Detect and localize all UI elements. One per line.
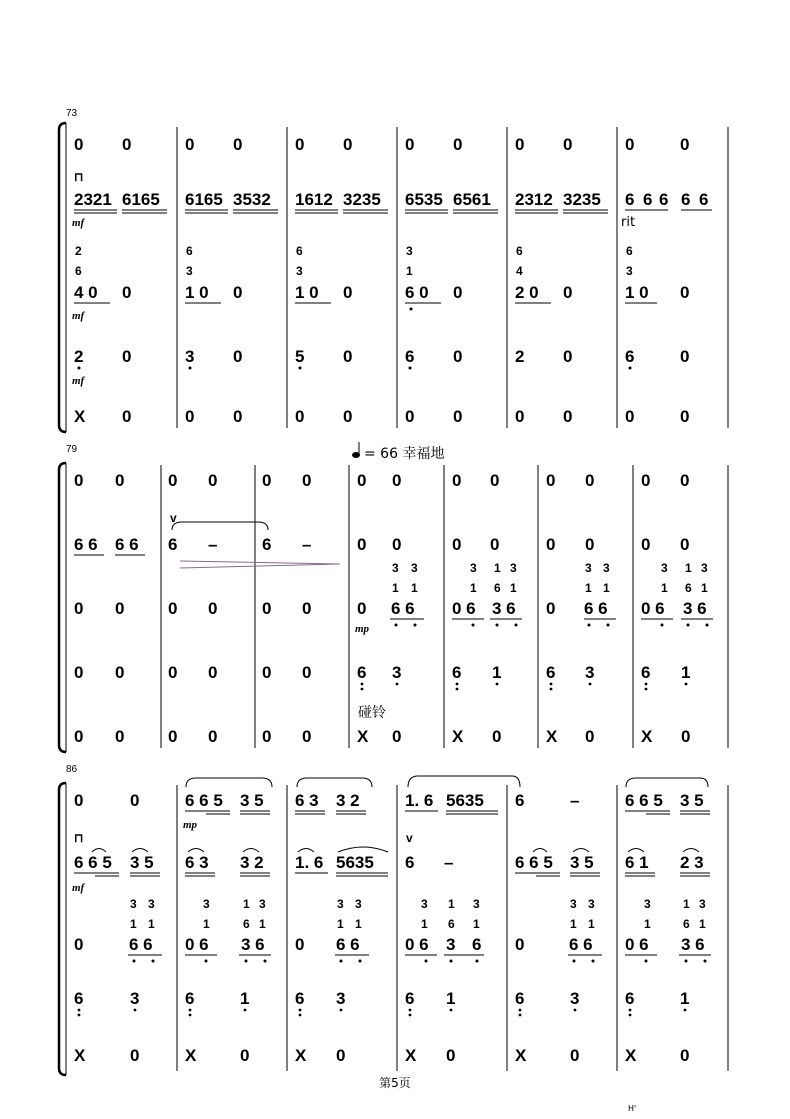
svg-text:3532: 3532 xyxy=(233,190,271,209)
svg-text:0: 0 xyxy=(262,663,272,682)
svg-text:3: 3 xyxy=(644,897,651,911)
svg-text:0: 0 xyxy=(302,471,312,490)
svg-text:1: 1 xyxy=(392,581,399,595)
svg-text:0: 0 xyxy=(74,727,84,746)
row-3 xyxy=(74,897,711,963)
svg-text:0: 0 xyxy=(680,283,690,302)
svg-text:1: 1 xyxy=(406,264,413,278)
row-3 xyxy=(72,244,689,322)
svg-text:0: 0 xyxy=(357,599,367,618)
svg-text:0: 0 xyxy=(405,135,415,154)
svg-text:1 0: 1 0 xyxy=(625,283,649,302)
system-brace xyxy=(59,783,66,1075)
svg-text:0: 0 xyxy=(208,599,218,618)
svg-text:0: 0 xyxy=(262,599,272,618)
svg-text:6: 6 xyxy=(295,989,305,1008)
svg-text:0: 0 xyxy=(240,1046,250,1065)
svg-text:0: 0 xyxy=(570,1046,580,1065)
row-4 xyxy=(72,347,689,387)
svg-text:1: 1 xyxy=(685,561,692,575)
svg-text:0: 0 xyxy=(680,535,690,554)
svg-text:1: 1 xyxy=(494,561,501,575)
page-number: 第5页 xyxy=(379,1076,411,1090)
svg-text:0: 0 xyxy=(130,791,140,810)
svg-text:6 6: 6 6 xyxy=(115,535,139,554)
svg-text:1. 6: 1. 6 xyxy=(295,853,324,872)
row-3 xyxy=(74,561,713,635)
svg-text:6: 6 xyxy=(74,989,84,1008)
row-5 xyxy=(74,407,689,426)
svg-text:0: 0 xyxy=(563,135,573,154)
svg-text:0: 0 xyxy=(74,663,84,682)
svg-text:6561: 6561 xyxy=(453,190,491,209)
svg-text:1: 1 xyxy=(585,581,592,595)
svg-text:0: 0 xyxy=(295,135,305,154)
svg-text:6 6: 6 6 xyxy=(336,935,360,954)
svg-text:6535: 6535 xyxy=(405,190,443,209)
svg-text:0: 0 xyxy=(343,407,353,426)
svg-text:2 0: 2 0 xyxy=(515,283,539,302)
svg-text:0 6: 0 6 xyxy=(641,599,665,618)
svg-text:0: 0 xyxy=(302,599,312,618)
svg-text:3: 3 xyxy=(130,989,140,1008)
svg-text:2312: 2312 xyxy=(515,190,553,209)
svg-text:2 3: 2 3 xyxy=(680,853,704,872)
svg-text:3 6: 3 6 xyxy=(681,935,705,954)
svg-text:1: 1 xyxy=(148,917,155,931)
svg-text:1: 1 xyxy=(355,917,362,931)
svg-text:3 5: 3 5 xyxy=(680,791,704,810)
svg-text:0: 0 xyxy=(641,471,651,490)
svg-text:6 0: 6 0 xyxy=(405,283,429,302)
system-brace xyxy=(59,123,66,432)
svg-text:0: 0 xyxy=(74,599,84,618)
svg-text:0: 0 xyxy=(453,407,463,426)
svg-text:6165: 6165 xyxy=(122,190,160,209)
rit-mark: rit xyxy=(621,215,636,230)
svg-text:0: 0 xyxy=(681,727,691,746)
svg-text:0: 0 xyxy=(74,135,84,154)
diminuendo-hairpin xyxy=(180,561,340,568)
svg-text:3: 3 xyxy=(148,897,155,911)
svg-text:6: 6 xyxy=(296,244,303,258)
svg-text:6: 6 xyxy=(243,917,250,931)
barlines xyxy=(177,127,728,428)
svg-text:1: 1 xyxy=(411,581,418,595)
svg-text:0: 0 xyxy=(343,283,353,302)
svg-text:⊓: ⊓ xyxy=(74,831,84,845)
row-1 xyxy=(74,135,689,154)
svg-text:0: 0 xyxy=(446,1046,456,1065)
svg-text:6: 6 xyxy=(699,190,709,209)
svg-text:0: 0 xyxy=(641,535,651,554)
svg-text:0: 0 xyxy=(168,599,178,618)
svg-text:0: 0 xyxy=(563,407,573,426)
svg-text:0: 0 xyxy=(563,283,573,302)
svg-text:1: 1 xyxy=(130,917,137,931)
svg-text:1: 1 xyxy=(603,581,610,595)
svg-text:0: 0 xyxy=(115,663,125,682)
svg-text:6 6: 6 6 xyxy=(129,935,153,954)
svg-text:1 0: 1 0 xyxy=(185,283,209,302)
system-2 xyxy=(59,442,728,752)
svg-text:0: 0 xyxy=(168,727,178,746)
svg-text:0: 0 xyxy=(115,471,125,490)
svg-text:6: 6 xyxy=(75,264,82,278)
corner-mark: H' xyxy=(628,1104,637,1113)
svg-text:0: 0 xyxy=(357,535,367,554)
svg-text:X: X xyxy=(295,1046,307,1065)
svg-text:–: – xyxy=(302,535,312,554)
svg-text:0: 0 xyxy=(208,663,218,682)
svg-text:0: 0 xyxy=(343,347,353,366)
svg-text:6: 6 xyxy=(186,244,193,258)
svg-text:1: 1 xyxy=(470,581,477,595)
svg-text:6: 6 xyxy=(168,535,178,554)
system-3 xyxy=(59,764,728,1075)
svg-text:2: 2 xyxy=(74,347,84,366)
svg-text:1: 1 xyxy=(259,917,266,931)
svg-text:3: 3 xyxy=(336,989,346,1008)
svg-text:1: 1 xyxy=(446,989,456,1008)
svg-text:0: 0 xyxy=(295,935,305,954)
row-4 xyxy=(74,989,689,1016)
svg-text:1: 1 xyxy=(699,917,706,931)
svg-text:3 6: 3 6 xyxy=(683,599,707,618)
tempo-mark xyxy=(352,442,444,462)
svg-text:3: 3 xyxy=(392,663,402,682)
svg-text:6: 6 xyxy=(641,663,651,682)
svg-text:X: X xyxy=(625,1046,637,1065)
row-2 xyxy=(72,170,712,230)
svg-text:0: 0 xyxy=(168,663,178,682)
svg-text:6 6 5: 6 6 5 xyxy=(625,791,663,810)
svg-text:X: X xyxy=(74,1046,86,1065)
svg-text:6: 6 xyxy=(452,663,462,682)
svg-text:6: 6 xyxy=(683,917,690,931)
svg-text:0: 0 xyxy=(233,283,243,302)
svg-text:0: 0 xyxy=(515,407,525,426)
svg-text:–: – xyxy=(570,791,580,810)
svg-text:0: 0 xyxy=(302,727,312,746)
svg-text:1: 1 xyxy=(701,581,708,595)
svg-text:0: 0 xyxy=(490,535,500,554)
svg-text:2: 2 xyxy=(515,347,525,366)
svg-text:6: 6 xyxy=(625,347,635,366)
svg-text:X: X xyxy=(185,1046,197,1065)
svg-text:5635: 5635 xyxy=(336,853,374,872)
svg-text:1: 1 xyxy=(492,663,502,682)
svg-text:1: 1 xyxy=(203,917,210,931)
svg-text:6 3: 6 3 xyxy=(295,791,319,810)
svg-text:0 6: 0 6 xyxy=(625,935,649,954)
svg-text:0: 0 xyxy=(680,471,690,490)
svg-text:X: X xyxy=(74,407,86,426)
svg-text:0: 0 xyxy=(185,407,195,426)
svg-text:3: 3 xyxy=(699,897,706,911)
svg-text:0: 0 xyxy=(233,407,243,426)
svg-text:6: 6 xyxy=(626,244,633,258)
svg-text:3: 3 xyxy=(661,561,668,575)
svg-text:1: 1 xyxy=(661,581,668,595)
svg-text:X: X xyxy=(357,727,369,746)
svg-text:0: 0 xyxy=(208,471,218,490)
svg-text:0: 0 xyxy=(625,135,635,154)
svg-text:6: 6 xyxy=(681,190,691,209)
svg-text:3: 3 xyxy=(470,561,477,575)
svg-text:3 5: 3 5 xyxy=(570,853,594,872)
svg-text:X: X xyxy=(452,727,464,746)
svg-text:0: 0 xyxy=(262,727,272,746)
svg-text:6: 6 xyxy=(515,791,525,810)
svg-text:0: 0 xyxy=(392,471,402,490)
row-1 xyxy=(74,776,710,831)
svg-text:0: 0 xyxy=(546,599,556,618)
svg-text:0: 0 xyxy=(122,347,132,366)
svg-text:1: 1 xyxy=(240,989,250,1008)
svg-text:6: 6 xyxy=(448,917,455,931)
svg-text:6: 6 xyxy=(405,853,415,872)
svg-text:6: 6 xyxy=(405,989,415,1008)
dynamic-mf: mf xyxy=(72,217,85,229)
svg-text:3: 3 xyxy=(585,561,592,575)
svg-text:1: 1 xyxy=(421,917,428,931)
svg-text:1: 1 xyxy=(337,917,344,931)
svg-text:3 5: 3 5 xyxy=(240,791,264,810)
svg-text:–: – xyxy=(208,535,218,554)
svg-text:3: 3 xyxy=(296,264,303,278)
svg-text:3: 3 xyxy=(355,897,362,911)
svg-text:= 66 幸福地: = 66 幸福地 xyxy=(364,446,445,462)
svg-text:–: – xyxy=(444,853,454,872)
svg-text:0: 0 xyxy=(74,471,84,490)
svg-text:3: 3 xyxy=(701,561,708,575)
svg-text:0 6: 0 6 xyxy=(452,599,476,618)
svg-text:3: 3 xyxy=(392,561,399,575)
svg-text:0: 0 xyxy=(233,347,243,366)
svg-text:X: X xyxy=(405,1046,417,1065)
svg-text:3: 3 xyxy=(406,244,413,258)
svg-text:v: v xyxy=(406,831,413,845)
svg-text:3: 3 xyxy=(259,897,266,911)
measure-number: 73 xyxy=(66,108,78,119)
svg-text:0: 0 xyxy=(490,471,500,490)
svg-text:0: 0 xyxy=(74,935,84,954)
svg-text:3: 3 xyxy=(588,897,595,911)
svg-text:3: 3 xyxy=(130,897,137,911)
svg-text:1. 6: 1. 6 xyxy=(405,791,434,810)
svg-text:0: 0 xyxy=(585,471,595,490)
svg-text:0: 0 xyxy=(130,1046,140,1065)
row-5 xyxy=(74,727,690,746)
svg-text:4 0: 4 0 xyxy=(74,283,98,302)
svg-text:3 6: 3 6 xyxy=(241,935,265,954)
svg-text:0: 0 xyxy=(546,471,556,490)
svg-text:v: v xyxy=(170,511,177,525)
svg-text:3: 3 xyxy=(446,935,456,954)
measure-number: 86 xyxy=(66,764,78,775)
svg-text:1: 1 xyxy=(680,989,690,1008)
svg-text:0: 0 xyxy=(115,727,125,746)
svg-text:6 1: 6 1 xyxy=(625,853,649,872)
svg-text:6 6 5: 6 6 5 xyxy=(74,853,112,872)
row-2 xyxy=(74,511,689,568)
svg-text:0: 0 xyxy=(546,535,556,554)
svg-text:3: 3 xyxy=(570,989,580,1008)
svg-text:5635: 5635 xyxy=(446,791,484,810)
svg-text:1: 1 xyxy=(570,917,577,931)
svg-text:0: 0 xyxy=(453,347,463,366)
svg-text:0: 0 xyxy=(563,347,573,366)
svg-text:6 6: 6 6 xyxy=(569,935,593,954)
svg-text:0: 0 xyxy=(122,135,132,154)
svg-text:0: 0 xyxy=(233,135,243,154)
svg-text:X: X xyxy=(515,1046,527,1065)
svg-text:3 2: 3 2 xyxy=(336,791,360,810)
row-2 xyxy=(72,831,710,894)
svg-text:0: 0 xyxy=(405,407,415,426)
svg-text:5: 5 xyxy=(295,347,305,366)
dynamic-mf: mf xyxy=(72,310,85,322)
svg-text:3: 3 xyxy=(185,347,195,366)
svg-text:6: 6 xyxy=(546,663,556,682)
svg-text:1: 1 xyxy=(510,581,517,595)
svg-text:0: 0 xyxy=(680,407,690,426)
row-4 xyxy=(74,663,690,721)
svg-text:1: 1 xyxy=(448,897,455,911)
svg-text:3: 3 xyxy=(585,663,595,682)
svg-text:2: 2 xyxy=(75,244,82,258)
svg-text:6 6: 6 6 xyxy=(584,599,608,618)
svg-text:0: 0 xyxy=(585,535,595,554)
svg-text:6: 6 xyxy=(185,989,195,1008)
svg-text:0: 0 xyxy=(262,471,272,490)
svg-text:1: 1 xyxy=(644,917,651,931)
svg-text:0: 0 xyxy=(453,135,463,154)
svg-text:6: 6 xyxy=(405,347,415,366)
instrument-label: 碰铃 xyxy=(358,705,386,721)
svg-text:3: 3 xyxy=(411,561,418,575)
svg-text:6 6 5: 6 6 5 xyxy=(515,853,553,872)
svg-text:6: 6 xyxy=(643,190,653,209)
svg-text:0: 0 xyxy=(208,727,218,746)
svg-text:1 0: 1 0 xyxy=(295,283,319,302)
svg-text:0: 0 xyxy=(74,791,84,810)
svg-text:0: 0 xyxy=(492,727,502,746)
svg-text:6: 6 xyxy=(357,663,367,682)
svg-text:3 6: 3 6 xyxy=(492,599,516,618)
svg-text:6: 6 xyxy=(515,989,525,1008)
svg-text:1: 1 xyxy=(588,917,595,931)
svg-text:X: X xyxy=(641,727,653,746)
svg-text:3: 3 xyxy=(186,264,193,278)
svg-text:6: 6 xyxy=(494,581,501,595)
svg-text:1: 1 xyxy=(681,663,691,682)
svg-text:0: 0 xyxy=(302,663,312,682)
svg-text:0: 0 xyxy=(122,283,132,302)
svg-text:6: 6 xyxy=(516,244,523,258)
svg-text:0: 0 xyxy=(357,471,367,490)
svg-text:3: 3 xyxy=(626,264,633,278)
svg-text:0: 0 xyxy=(453,283,463,302)
svg-text:0: 0 xyxy=(122,407,132,426)
dynamic-mp: mp xyxy=(355,623,370,635)
svg-text:0: 0 xyxy=(115,599,125,618)
svg-text:0: 0 xyxy=(680,1046,690,1065)
row-1 xyxy=(74,471,689,490)
svg-text:6: 6 xyxy=(625,989,635,1008)
svg-text:3: 3 xyxy=(473,897,480,911)
measure-number: 79 xyxy=(66,444,78,455)
svg-text:0: 0 xyxy=(452,471,462,490)
svg-text:3: 3 xyxy=(570,897,577,911)
svg-text:6 6: 6 6 xyxy=(74,535,98,554)
svg-text:0: 0 xyxy=(343,135,353,154)
svg-text:6 3: 6 3 xyxy=(185,853,209,872)
svg-text:6: 6 xyxy=(685,581,692,595)
svg-text:3235: 3235 xyxy=(563,190,601,209)
svg-text:0: 0 xyxy=(585,727,595,746)
svg-text:3 5: 3 5 xyxy=(130,853,154,872)
dynamic-mf: mf xyxy=(72,375,85,387)
svg-text:0: 0 xyxy=(336,1046,346,1065)
system-1 xyxy=(59,108,728,432)
svg-text:0: 0 xyxy=(168,471,178,490)
svg-text:6 6 5: 6 6 5 xyxy=(185,791,223,810)
svg-text:3235: 3235 xyxy=(343,190,381,209)
svg-text:⊓: ⊓ xyxy=(74,170,84,184)
svg-text:0: 0 xyxy=(680,347,690,366)
svg-text:4: 4 xyxy=(516,264,523,278)
svg-text:1612: 1612 xyxy=(295,190,333,209)
svg-text:6165: 6165 xyxy=(185,190,223,209)
svg-text:0 6: 0 6 xyxy=(185,935,209,954)
svg-text:0: 0 xyxy=(515,135,525,154)
svg-text:0: 0 xyxy=(392,727,402,746)
svg-text:3: 3 xyxy=(203,897,210,911)
svg-text:3: 3 xyxy=(337,897,344,911)
dynamic-mf: mf xyxy=(72,882,85,894)
svg-text:0: 0 xyxy=(392,535,402,554)
svg-text:2321: 2321 xyxy=(74,190,112,209)
svg-text:0: 0 xyxy=(295,407,305,426)
dynamic-mp: mp xyxy=(183,819,198,831)
svg-text:0: 0 xyxy=(452,535,462,554)
svg-text:1: 1 xyxy=(473,917,480,931)
svg-text:0: 0 xyxy=(185,135,195,154)
svg-text:3: 3 xyxy=(510,561,517,575)
svg-text:0: 0 xyxy=(515,935,525,954)
svg-text:6: 6 xyxy=(625,190,635,209)
svg-text:3 2: 3 2 xyxy=(240,853,264,872)
svg-text:3: 3 xyxy=(603,561,610,575)
svg-text:0: 0 xyxy=(625,407,635,426)
system-brace xyxy=(59,463,66,752)
svg-text:X: X xyxy=(546,727,558,746)
svg-text:3: 3 xyxy=(421,897,428,911)
svg-text:1: 1 xyxy=(683,897,690,911)
svg-text:6: 6 xyxy=(472,935,482,954)
svg-text:0 6: 0 6 xyxy=(405,935,429,954)
svg-text:6 6: 6 6 xyxy=(391,599,415,618)
row-5 xyxy=(74,1046,689,1065)
svg-text:1: 1 xyxy=(243,897,250,911)
svg-text:6: 6 xyxy=(659,190,669,209)
svg-text:6: 6 xyxy=(262,535,272,554)
svg-text:0: 0 xyxy=(680,135,690,154)
